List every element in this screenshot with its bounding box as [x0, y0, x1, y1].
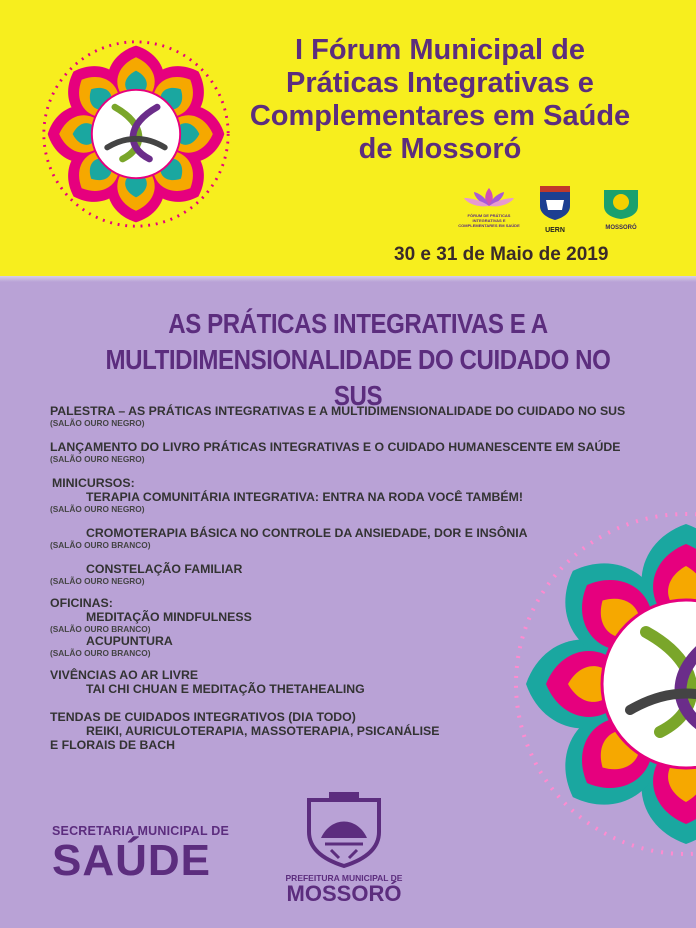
heading-line: MULTIDIMENSIONALIDADE DO CUIDADO NO SUS [105, 344, 611, 411]
prefeitura-logo [598, 186, 644, 231]
title-line: de Mossoró [358, 133, 522, 165]
mossoro-label: MOSSORÓ [286, 881, 402, 906]
minicurso-item: CONSTELAÇÃO FAMILIAR [86, 562, 243, 576]
shield-icon [538, 184, 572, 222]
minicurso-item: TERAPIA COMUNITÁRIA INTEGRATIVA: ENTRA NA RODA VOCÊ TAMBÉM! [86, 490, 523, 504]
mandala-icon [40, 38, 232, 230]
seal-icon [598, 186, 644, 220]
oficinas-label: OFICINAS: [50, 596, 113, 610]
lotus-icon [454, 186, 524, 208]
prefeitura-label: PREFEITURA MUNICIPAL DE [285, 873, 403, 883]
vivencias-label: VIVÊNCIAS AO AR LIVRE [50, 668, 199, 682]
title-line: I Fórum Municipal de [294, 34, 585, 66]
main-heading [86, 306, 630, 414]
local-label: (SALÃO OURO NEGRO) [50, 504, 145, 514]
forum-logo-text: FÓRUM DE PRÁTICAS INTEGRATIVAS E COMPLEMENTARES EM SAÚDE [458, 213, 520, 228]
lancamento: LANÇAMENTO DO LIVRO PRÁTICAS INTEGRATIVAS E O CUIDADO HUMANESCENTE EM SAÚDE [50, 440, 621, 454]
city-seal-icon [301, 790, 387, 868]
heading-line: AS PRÁTICAS INTEGRATIVAS E A [168, 308, 548, 339]
divider [0, 276, 696, 282]
secretaria-label: SECRETARIA MUNICIPAL DE [52, 824, 230, 838]
prefeitura-logo-text: MOSSORÓ [605, 225, 637, 231]
mandala-decoration-icon [508, 506, 696, 862]
prefeitura-footer-logo [278, 790, 410, 905]
local-label: (SALÃO OURO NEGRO) [50, 418, 145, 428]
uern-logo [538, 184, 572, 234]
minicurso-item: CROMOTERAPIA BÁSICA NO CONTROLE DA ANSIEDADE, DOR E INSÔNIA [86, 526, 528, 540]
local-label: (SALÃO OURO BRANCO) [50, 540, 151, 550]
uern-logo-text: UERN [545, 227, 565, 234]
title-line: Práticas Integrativas e [286, 67, 594, 99]
forum-logo [454, 186, 524, 228]
minicursos-label: MINICURSOS: [52, 476, 135, 490]
tendas-item: E FLORAIS DE BACH [50, 738, 176, 752]
secretaria-logo [52, 824, 229, 884]
tendas-label: TENDAS DE CUIDADOS INTEGRATIVOS (DIA TODO) [50, 710, 356, 724]
event-title [226, 34, 654, 166]
vivencia-item: TAI CHI CHUAN E MEDITAÇÃO THETAHEALING [86, 682, 365, 696]
event-date: 30 e 31 de Maio de 2019 [394, 244, 609, 265]
local-label: (SALÃO OURO BRANCO) [50, 624, 151, 634]
oficina-item: MEDITAÇÃO MINDFULNESS [86, 610, 252, 624]
palestra: PALESTRA – AS PRÁTICAS INTEGRATIVAS E A MULTIDIMENSIONALIDADE DO CUIDADO NO SUS [50, 404, 626, 418]
title-line: Complementares em Saúde [249, 100, 631, 132]
local-label: (SALÃO OURO BRANCO) [50, 648, 151, 658]
tendas-item: REIKI, AURICULOTERAPIA, MASSOTERAPIA, PSICANÁLISE [86, 724, 440, 738]
local-label: (SALÃO OURO NEGRO) [50, 576, 145, 586]
oficina-item: ACUPUNTURA [86, 634, 173, 648]
saude-label: SAÚDE [52, 836, 212, 885]
local-label: (SALÃO OURO NEGRO) [50, 454, 145, 464]
